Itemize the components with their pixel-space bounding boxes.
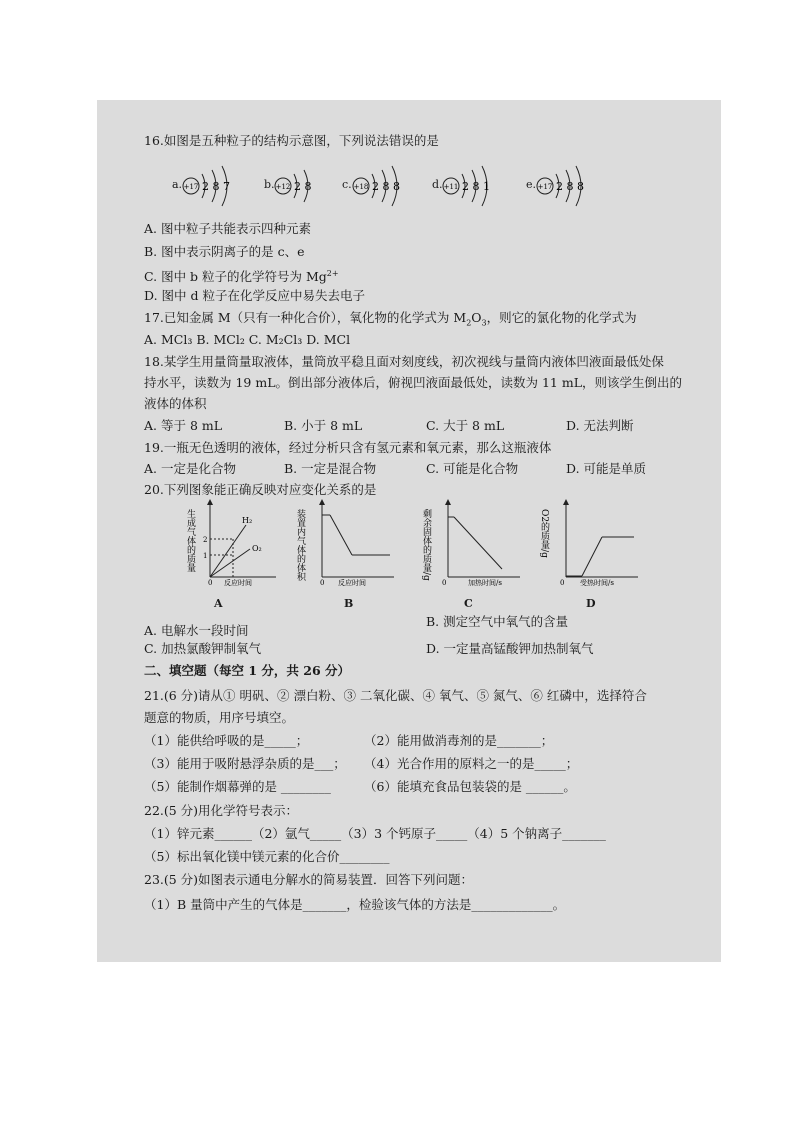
q21-part-4: （4）光合作用的原料之一的是_____； xyxy=(364,756,579,771)
q20-option-c: C. 加热氯酸钾制氧气 xyxy=(144,641,262,656)
question-22-line-1: （1）锌元素______（2）氩气_____（3）3 个钙原子_____（4）5 个钠离子_______ xyxy=(144,826,606,841)
graph-c xyxy=(421,497,524,591)
q19-option-d: D. 可能是单质 xyxy=(566,461,647,476)
q18-option-b: B. 小于 8 mL xyxy=(284,418,363,433)
graph-a-xlabel: 反应时间 xyxy=(224,579,252,587)
graph-b xyxy=(295,497,398,591)
q18-option-c: C. 大于 8 mL xyxy=(426,418,505,433)
atom-shells-svg xyxy=(264,166,324,206)
q21-part-1: （1）能供给呼吸的是_____； xyxy=(144,733,309,748)
q21-part-5: （5）能制作烟幕弹的是 ________ xyxy=(144,779,331,794)
graph-a-tick: 2 xyxy=(203,536,208,544)
q21-part-2: （2）能用做消毒剂的是_______； xyxy=(364,733,554,748)
nucleus-charge: +18 xyxy=(353,183,369,191)
graph-d-letter: D xyxy=(586,597,596,610)
question-21-line-1: 21.(6 分)请从① 明矾、② 漂白粉、③ 二氧化碳、④ 氧气、⑤ 氮气、⑥ 红磷中，选择符合 xyxy=(144,688,647,703)
subscript: 3 xyxy=(481,318,487,328)
atom-shells-svg xyxy=(172,166,242,206)
atom-label: c. xyxy=(342,178,352,191)
question-18-line-1: 18.某学生用量筒量取液体，量筒放平稳且面对刻度线，初次视线与量筒内液体凹液面最低处保 xyxy=(144,354,664,369)
question-23-line-1: （1）B 量筒中产生的气体是_______，检验该气体的方法是_____________。 xyxy=(144,897,566,912)
question-22-line-2: （5）标出氧化镁中镁元素的化合价________ xyxy=(144,849,390,864)
electron-shells: 2 8 xyxy=(294,180,312,193)
q21-part-6: （6）能填充食品包装袋的是 ______。 xyxy=(364,779,576,794)
q16-option-b: B. 图中表示阴离子的是 c、e xyxy=(144,244,305,259)
question-20-stem: 20.下列图象能正确反映对应变化关系的是 xyxy=(144,482,377,497)
q16-option-c xyxy=(144,266,339,285)
graph-c-letter: C xyxy=(464,597,473,610)
graph-c-xlabel: 加热时间/s xyxy=(468,579,502,587)
section-2-heading: 二、填空题（每空 1 分，共 26 分） xyxy=(144,663,351,678)
subscript: 2 xyxy=(466,318,472,328)
graph-b-letter: B xyxy=(344,597,354,610)
series-label-o2: O₂ xyxy=(252,544,262,553)
graph-d-xlabel: 受热时间/s xyxy=(580,579,614,587)
nucleus-charge: +17 xyxy=(183,183,199,191)
question-18-line-3: 液体的体积 xyxy=(144,396,207,411)
graph-d-svg xyxy=(539,497,642,587)
q18-option-a: A. 等于 8 mL xyxy=(144,418,223,433)
electron-shells: 2 8 1 xyxy=(462,180,490,193)
electron-shells: 2 8 8 xyxy=(372,180,400,193)
q17-stem-part: 17.已知金属 M（只有一种化合价），氧化物的化学式为 M xyxy=(144,310,467,325)
nucleus-charge: +11 xyxy=(443,183,459,191)
q17-options: A. MCl₃ B. MCl₂ C. M₂Cl₃ D. MCl xyxy=(144,332,351,347)
q20-option-d: D. 一定量高锰酸钾加热制氧气 xyxy=(426,641,594,656)
atom-shells-svg xyxy=(342,166,412,206)
charge-superscript: 2+ xyxy=(326,269,339,278)
atom-label: b. xyxy=(264,178,275,191)
question-19-stem: 19.一瓶无色透明的液体，经过分析只含有氢元素和氧元素，那么这瓶液体 xyxy=(144,440,552,455)
graph-a-tick: 1 xyxy=(203,552,208,560)
graph-c-origin: 0 xyxy=(442,579,447,587)
q16-option-a: A. 图中粒子共能表示四种元素 xyxy=(144,221,311,236)
graph-b-ylabel: 装置内气体的体积 xyxy=(295,509,305,581)
q16-option-c-text: C. 图中 b 粒子的化学符号为 Mg xyxy=(144,269,327,285)
q19-option-c: C. 可能是化合物 xyxy=(426,461,519,476)
question-23-stem: 23.(5 分)如图表示通电分解水的简易装置．回答下列问题： xyxy=(144,872,474,887)
question-22-stem: 22.(5 分)用化学符号表示： xyxy=(144,803,299,818)
nucleus-charge: +12 xyxy=(275,183,291,191)
q19-option-b: B. 一定是混合物 xyxy=(284,461,377,476)
atom-shells-svg xyxy=(526,166,596,206)
atom-shells-svg xyxy=(432,166,502,206)
q20-option-a: A. 电解水一段时间 xyxy=(144,623,249,638)
graph-a-origin: 0 xyxy=(208,579,213,587)
q19-option-a: A. 一定是化合物 xyxy=(144,461,236,476)
series-label-h2: H₂ xyxy=(242,516,253,525)
nucleus-charge: +17 xyxy=(537,183,553,191)
graph-d-origin: 0 xyxy=(560,579,565,587)
q18-option-d: D. 无法判断 xyxy=(566,418,634,433)
graph-a xyxy=(185,497,278,591)
question-18-line-2: 持水平，读数为 19 mL。倒出部分液体后，俯视凹液面最低处，读数为 11 mL，则该学生倒出的 xyxy=(144,375,683,390)
graph-d-ylabel: O2的质量/g xyxy=(539,509,549,558)
q16-option-d: D. 图中 d 粒子在化学反应中易失去电子 xyxy=(144,288,365,303)
atom-label: d. xyxy=(432,178,443,191)
graph-c-ylabel: 剩余固体的质量/g xyxy=(421,509,431,581)
atom-label: e. xyxy=(526,178,537,191)
question-16-stem: 16.如图是五种粒子的结构示意图，下列说法错误的是 xyxy=(144,133,439,148)
graph-d xyxy=(539,497,642,591)
atom-label: a. xyxy=(172,178,183,191)
electron-shells: 2 8 7 xyxy=(202,180,230,193)
q21-part-3: （3）能用于吸附悬浮杂质的是___； xyxy=(144,756,346,771)
graph-a-ylabel: 生成气体的质量 xyxy=(185,509,195,572)
graph-a-letter: A xyxy=(214,597,223,610)
graph-b-svg xyxy=(295,497,398,587)
electron-shells: 2 8 8 xyxy=(556,180,584,193)
question-17-stem xyxy=(144,310,637,332)
graph-c-svg xyxy=(421,497,524,587)
graph-b-origin: 0 xyxy=(320,579,325,587)
question-21-line-2: 题意的物质，用序号填空。 xyxy=(144,710,295,725)
q20-option-b: B. 测定空气中氧气的含量 xyxy=(426,614,569,629)
graph-b-xlabel: 反应时间 xyxy=(338,579,366,587)
graph-a-svg xyxy=(185,497,278,587)
q17-stem-part: O xyxy=(471,310,482,325)
q17-stem-part: ，则它的氯化物的化学式为 xyxy=(486,310,637,325)
